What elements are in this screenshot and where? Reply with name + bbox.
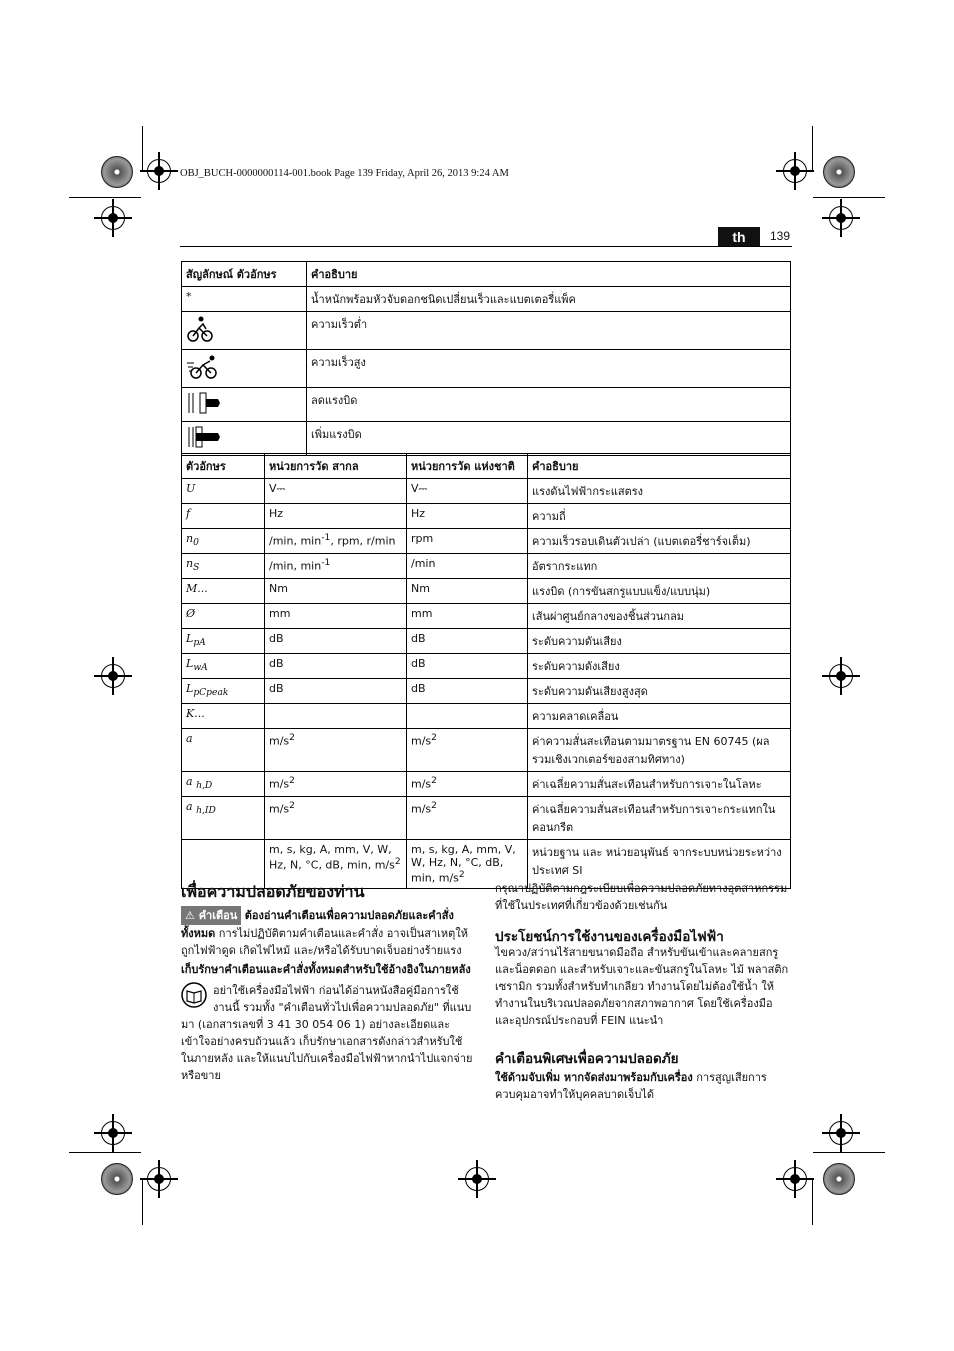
table-header: หน่วยการวัด สากล xyxy=(265,454,407,479)
table-cell: ระดับความดังเสียง xyxy=(528,654,791,679)
table-cell: * xyxy=(182,287,307,312)
slow-bike-icon xyxy=(186,315,214,343)
table-cell: dB xyxy=(265,679,407,704)
table-cell: $L_{pA}$ xyxy=(182,629,265,654)
warning-badge: ⚠ คำเตือน xyxy=(181,906,241,925)
table-cell: dB xyxy=(265,654,407,679)
table-cell: แรงบิด (การขันสกรูแบบแข็ง/แบบนุ่ม) xyxy=(528,579,791,604)
special-text: การสูญเสียการควบคุมอาจทำให้บุคคลบาดเจ็บได้ xyxy=(495,1071,767,1101)
registration-mark xyxy=(783,1167,807,1191)
table-cell: dB xyxy=(407,654,528,679)
table-cell: dB xyxy=(407,679,528,704)
table-cell: $m/s^2$ xyxy=(265,729,407,772)
table-header-row xyxy=(182,262,791,287)
table-row xyxy=(182,479,791,504)
table-cell: ลดแรงบิด xyxy=(307,388,791,422)
warning-bold: ต้องอ่านคำเตือนเพื่อความปลอดภัยและคำสั่งทั้งหมด xyxy=(181,909,454,940)
table-cell: ระดับความดันเสียง xyxy=(528,629,791,654)
table-cell: K... xyxy=(182,704,265,729)
table-cell: อัตรากระแทก xyxy=(528,554,791,579)
table-header: หน่วยการวัด แห่งชาติ xyxy=(407,454,528,479)
use-text: ไขควง/สว่านไร้สายขนาดมือถือ สำหรับขันเข้าและคลายสกรูและน็อตดอก และสำหรับเจาะและขันสกรูในโลหะ ไม้ พลาสติก เซรามิก รวมทั้งสำหรับทำเกลียว ทำงานโดยไม่ต้องใช้น้ำ ให้ทำงานในบริเวณปลอดภัยจากสภาพอากาศ โดยใช้เครื่องมือและอุปกรณ์ประกอบที่ FEIN แนะนำ xyxy=(495,946,789,1027)
registration-mark xyxy=(147,1167,171,1191)
table-cell: ความเร็วสูง xyxy=(307,350,791,388)
crop-mark xyxy=(142,126,143,171)
crop-mark xyxy=(812,1180,813,1225)
registration-mark xyxy=(147,159,171,183)
table-cell xyxy=(182,350,307,388)
crop-mark xyxy=(142,1180,143,1225)
right-intro: กรุณาปฏิบัติตามกฎระเบียบเพื่อความปลอดภัยทางอุตสาหกรรมที่ใช้ในประเทศที่เกี่ยวข้องด้วยเช่นกัน xyxy=(495,882,788,912)
table-cell: ความเร็วต่ำ xyxy=(307,312,791,350)
table-cell: น้ำหนักพร้อมหัวจับดอกชนิดเปลี่ยนเร็วและแบตเตอรี่แพ็ค xyxy=(307,287,791,312)
special-bold: ใช้ด้ามจับเพิ่ม หากจัดส่งมาพร้อมกับเครื่อง xyxy=(495,1071,693,1084)
table-cell: m, s, kg, A, mm, V, W, Hz, N, °C, dB, min, $m/s^2$ xyxy=(265,840,407,889)
table-row xyxy=(182,579,791,604)
table-header-row xyxy=(182,454,791,479)
registration-mark xyxy=(101,206,125,230)
table-cell: ความถี่ xyxy=(528,504,791,529)
table-row xyxy=(182,422,791,456)
read-manual-icon xyxy=(181,982,207,1008)
table-cell: ความเร็วรอบเดินตัวเปล่า (แบตเตอรี่ชาร์จเต็ม) xyxy=(528,529,791,554)
table-row xyxy=(182,554,791,579)
table-row xyxy=(182,679,791,704)
registration-mark xyxy=(829,664,853,688)
table-cell: ความคลาดเคลื่อน xyxy=(528,704,791,729)
table-cell: Hz xyxy=(407,504,528,529)
crop-mark xyxy=(813,1152,885,1153)
page-number: 139 xyxy=(770,229,791,243)
table-cell xyxy=(407,704,528,729)
table-cell: $m/s^2$ xyxy=(407,772,528,797)
table-cell: $m/s^2$ xyxy=(407,797,528,840)
table-cell: mm xyxy=(265,604,407,629)
table-cell: rpm xyxy=(407,529,528,554)
table-cell: a $_{h,ID}$ xyxy=(182,797,265,840)
table-cell: Nm xyxy=(407,579,528,604)
table-cell: f xyxy=(182,504,265,529)
table-row xyxy=(182,312,791,350)
table-row xyxy=(182,287,791,312)
table-header: คำอธิบาย xyxy=(307,262,791,287)
registration-mark xyxy=(101,664,125,688)
table-cell: $m/s^2$ xyxy=(407,729,528,772)
color-wheel-bottom-right xyxy=(823,1163,855,1195)
table-cell: V⎓ xyxy=(265,479,407,504)
table-row xyxy=(182,772,791,797)
table-cell: ระดับความดันเสียงสูงสุด xyxy=(528,679,791,704)
table-cell: ค่าเฉลี่ยความสั่นสะเทือนสำหรับการเจาะกระแทกในคอนกรีต xyxy=(528,797,791,840)
fast-bike-icon xyxy=(186,353,220,381)
header-rule xyxy=(180,246,792,247)
table-cell: $m/s^2$ xyxy=(265,797,407,840)
units-table xyxy=(181,453,791,889)
table-cell: ค่าเฉลี่ยความสั่นสะเทือนสำหรับการเจาะในโลหะ xyxy=(528,772,791,797)
table-cell: U xyxy=(182,479,265,504)
special-title: คำเตือนพิเศษเพื่อความปลอดภัย xyxy=(495,1051,679,1067)
table-cell: Ø xyxy=(182,604,265,629)
keep-instructions: เก็บรักษาคำเตือนและคำสั่งทั้งหมดสำหรับใช้อ้างอิงในภายหลัง xyxy=(181,963,471,976)
table-row xyxy=(182,529,791,554)
table-header: ตัวอักษร xyxy=(182,454,265,479)
table-cell: mm xyxy=(407,604,528,629)
table-cell: M... xyxy=(182,579,265,604)
table-row xyxy=(182,704,791,729)
table-cell xyxy=(265,704,407,729)
warning-paragraph xyxy=(181,906,475,959)
screw-low-torque-icon xyxy=(186,391,222,415)
table-cell: dB xyxy=(407,629,528,654)
table-cell: V⎓ xyxy=(407,479,528,504)
color-wheel-top-left xyxy=(101,156,133,188)
registration-mark xyxy=(829,206,853,230)
table-cell: /min, $\min^{-1}$ xyxy=(265,554,407,579)
table-cell: หน่วยฐาน และ หน่วยอนุพันธ์ จากระบบหน่วยระหว่างประเทศ SI xyxy=(528,840,791,889)
book-info: OBJ_BUCH-0000000114-001.book Page 139 Friday, April 26, 2013 9:24 AM xyxy=(180,168,509,179)
table-row xyxy=(182,797,791,840)
registration-mark xyxy=(829,1121,853,1145)
table-cell: /min xyxy=(407,554,528,579)
table-row xyxy=(182,604,791,629)
table-cell: ค่าความสั่นสะเทือนตามมาตรฐาน EN 60745 (ผลรวมเชิงเวกเตอร์ของสามทิศทาง) xyxy=(528,729,791,772)
table-row xyxy=(182,504,791,529)
table-cell: $n_S$ xyxy=(182,554,265,579)
table-header: คำอธิบาย xyxy=(528,454,791,479)
table-cell: a $_{h,D}$ xyxy=(182,772,265,797)
table-cell: เส้นผ่าศูนย์กลางของชิ้นส่วนกลม xyxy=(528,604,791,629)
screw-high-torque-icon xyxy=(186,425,222,449)
table-cell: $L_{wA}$ xyxy=(182,654,265,679)
crop-mark xyxy=(69,1152,141,1153)
use-title: ประโยชน์การใช้งานของเครื่องมือไฟฟ้า xyxy=(495,929,724,945)
table-cell: แรงดันไฟฟ้ากระแสตรง xyxy=(528,479,791,504)
table-cell: Hz xyxy=(265,504,407,529)
table-cell: เพิ่มแรงบิด xyxy=(307,422,791,456)
special-paragraph xyxy=(495,1069,791,1103)
table-row xyxy=(182,729,791,772)
table-row xyxy=(182,654,791,679)
table-cell: a xyxy=(182,729,265,772)
language-badge: th xyxy=(718,227,760,247)
registration-mark xyxy=(465,1167,489,1191)
table-cell: /min, $\min^{-1}$, rpm, r/min xyxy=(265,529,407,554)
table-cell: $m/s^2$ xyxy=(265,772,407,797)
registration-mark xyxy=(783,159,807,183)
table-cell: $n_0$ xyxy=(182,529,265,554)
table-row xyxy=(182,629,791,654)
table-cell xyxy=(182,422,307,456)
table-row xyxy=(182,388,791,422)
section-title: เพื่อความปลอดภัยของท่าน xyxy=(181,882,365,901)
table-row xyxy=(182,350,791,388)
registration-mark xyxy=(101,1121,125,1145)
read-manual-text: อย่าใช้เครื่องมือไฟฟ้า ก่อนได้อ่านหนังสือคู่มือการใช้งานนี้ รวมทั้ง "คำเตือนทั่วไปเพื่อความปลอดภัย" ที่แนบมา (เอกสารเลขที่ 3 41 30 054 06 1) อย่างละเอียดและเข้าใจอย่างครบถ้วนแล้ว เก็บรักษาเอกสารดังกล่าวสำหรับใช้ในภายหลัง และให้แนบไปกับเครื่องมือไฟฟ้าหากนำไปแจกจ่ายหรือขาย xyxy=(181,984,473,1082)
crop-mark xyxy=(813,197,885,198)
table-cell xyxy=(182,388,307,422)
symbol-table xyxy=(181,261,791,456)
table-cell: m, s, kg, A, mm, V, W, Hz, N, °C, dB, min, $m/s^2$ xyxy=(407,840,528,889)
crop-mark xyxy=(812,126,813,171)
read-manual-paragraph xyxy=(181,982,475,1084)
table-header: สัญลักษณ์ ตัวอักษร xyxy=(182,262,307,287)
warning-text: การไม่ปฏิบัติตามคำเตือนและคำสั่ง อาจเป็นสาเหตุให้ถูกไฟฟ้าดูด เกิดไฟไหม้ และ/หรือได้รับบาดเจ็บอย่างร้ายแรง xyxy=(181,927,468,957)
table-cell xyxy=(182,312,307,350)
table-cell: dB xyxy=(265,629,407,654)
color-wheel-top-right xyxy=(823,156,855,188)
crop-mark xyxy=(69,197,141,198)
table-cell: Nm xyxy=(265,579,407,604)
color-wheel-bottom-left xyxy=(101,1163,133,1195)
table-cell: $L_{pCpeak}$ xyxy=(182,679,265,704)
